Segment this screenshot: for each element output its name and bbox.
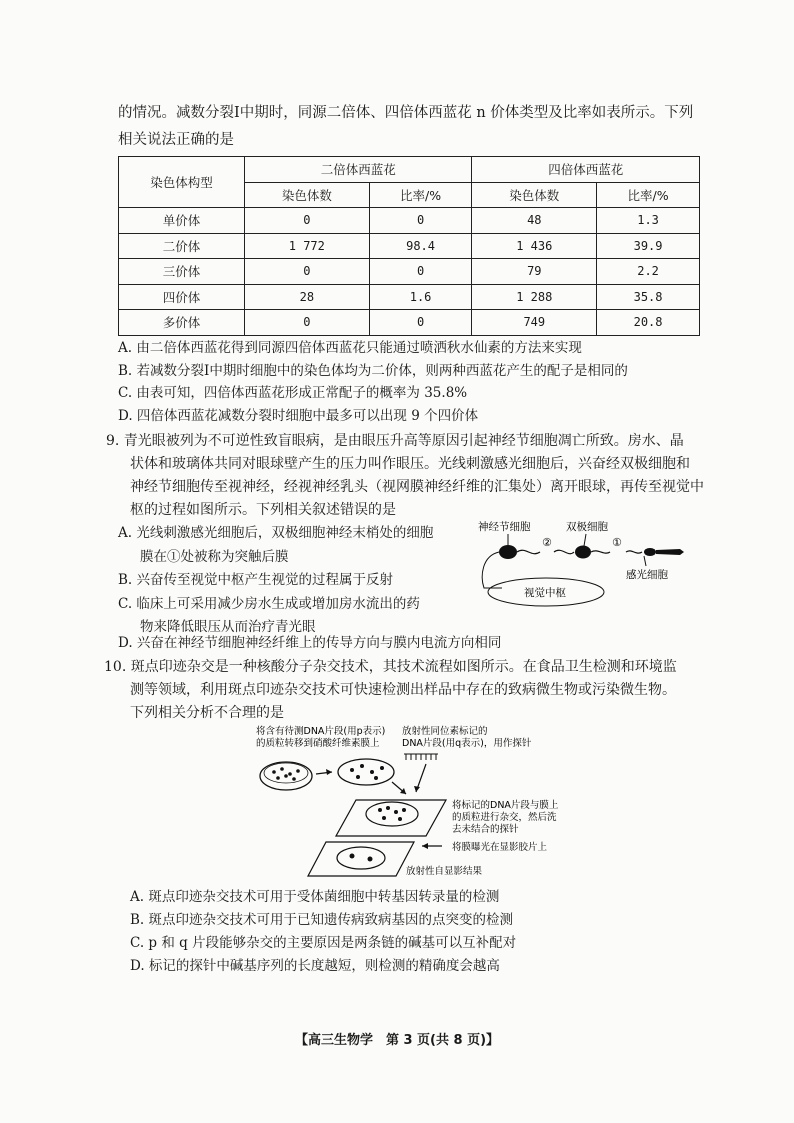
arrow-expose-head (422, 843, 428, 849)
table-group-diploid: 二倍体西蓝花 (245, 157, 472, 183)
label-hyb-a: 将标记的DNA片段与膜上 (452, 800, 559, 811)
table-cell: 0 (369, 208, 472, 234)
table-cell: 1.6 (369, 284, 472, 310)
probe-marks (404, 754, 438, 760)
dot-blot-flow-figure (256, 724, 586, 880)
result-dot (368, 857, 373, 862)
mark-2: ② (542, 536, 552, 549)
bipolar-cell-body (575, 546, 591, 559)
table-cell-type: 二价体 (119, 233, 245, 259)
q9-option-d: D. 兴奋在神经节细胞神经纤维上的传导方向与膜内电流方向相同 (118, 635, 502, 651)
q10-option-b: B. 斑点印迹杂交技术可用于已知遗传病致病基因的点突变的检测 (130, 912, 514, 928)
q9-option-c: C. 临床上可采用减少房水生成或增加房水流出的药 (118, 595, 420, 612)
label-hyb-b: 的质粒进行杂交，然后洗 (452, 812, 557, 823)
photoreceptor-synapse (626, 551, 642, 553)
bipolar-axon (554, 550, 574, 553)
q10-stem (106, 656, 706, 725)
label-step1b: 的质粒转移到硝酸纤维素膜上 (256, 738, 380, 749)
petri-dish-rim (264, 763, 308, 783)
q8-option-c: C. 由表可知，四倍体西蓝花形成正常配子的概率为 35.8% (118, 385, 468, 401)
table-cell-type: 四价体 (119, 284, 245, 310)
q9-option-d-wrap (118, 632, 708, 655)
table-cell: 20.8 (597, 310, 700, 336)
table-col-ratio: 比率/% (597, 182, 700, 208)
label-ganglion: 神经节细胞 (478, 521, 531, 533)
table-cell: 48 (472, 208, 597, 234)
table-cell-type: 三价体 (119, 259, 245, 285)
q9-stem-line: 状体和玻璃体共同对眼球壁产生的压力叫作眼压。光线刺激感光细胞后，兴奋经双极细胞和 (130, 456, 690, 472)
hyb-dots (378, 806, 406, 821)
q9-option-b: B. 兴奋传至视觉中枢产生视觉的过程属于反射 (118, 572, 394, 588)
q8-stem (118, 100, 704, 154)
q8-option-d: D. 四倍体西蓝花减数分裂时细胞中最多可以出现 9 个四价体 (118, 407, 479, 424)
q8-options (118, 337, 708, 427)
photoreceptor-pointer (644, 556, 646, 566)
mark-1: ① (612, 536, 622, 549)
retina-pathway-figure (476, 516, 706, 616)
table-cell: 98.4 (369, 233, 472, 259)
table-cell: 0 (245, 310, 370, 336)
table-row (119, 259, 700, 285)
table-cell: 749 (472, 310, 597, 336)
q9-options (118, 522, 498, 640)
label-visual-center: 视觉中枢 (524, 587, 566, 599)
label-bipolar: 双极细胞 (566, 521, 608, 533)
q10-stem-line: 下列相关分析不合理的是 (130, 705, 284, 721)
table-row (119, 284, 700, 310)
label-photoreceptor: 感光细胞 (626, 569, 668, 581)
q8-option-a: A. 由二倍体西蓝花得到同源四倍体西蓝花只能通过喷洒秋水仙素的方法来实现 (118, 340, 582, 356)
membrane (338, 759, 394, 785)
table-cell: 79 (472, 259, 597, 285)
table-cell: 0 (245, 208, 370, 234)
q8-stem-line: 的情况。减数分裂Ⅰ中期时，同源二倍体、四倍体西蓝花 n 价体类型及比率如表所示。下列 (118, 105, 694, 121)
result-dot (350, 854, 355, 859)
table-cell: 1 436 (472, 233, 597, 259)
table-cell-type: 多价体 (119, 310, 245, 336)
arrow-transfer-head (326, 769, 332, 775)
q8-stem-line: 相关说法正确的是 (118, 132, 234, 148)
table-cell: 0 (369, 310, 472, 336)
q10-option-d: D. 标记的探针中碱基序列的长度越短，则检测的精确度会越高 (130, 958, 500, 974)
table-row (119, 208, 700, 234)
table-group-tetraploid: 四倍体西蓝花 (472, 157, 700, 183)
q10-options (130, 886, 690, 978)
table-cell: 1 288 (472, 284, 597, 310)
optic-nerve (482, 552, 502, 588)
table-row-header: 染色体构型 (119, 157, 245, 208)
table-cell: 35.8 (597, 284, 700, 310)
table-cell-type: 单价体 (119, 208, 245, 234)
q9-option-a: A. 光线刺激感光细胞后，双极细胞神经末梢处的细胞 (118, 525, 434, 541)
bipolar-dendrite (591, 551, 610, 553)
table-cell: 2.2 (597, 259, 700, 285)
q10-option-a: A. 斑点印迹杂交技术可用于受体菌细胞中转基因转录量的检测 (130, 889, 500, 905)
q10-stem-line: 测等领域，利用斑点印迹杂交技术可快速检测出样品中存在的致病微生物或污染微生物。 (130, 682, 676, 698)
photoreceptor-body (644, 548, 656, 556)
q9-option-a-cont: 膜在①处被称为突触后膜 (140, 548, 289, 565)
table-cell: 0 (369, 259, 472, 285)
petri-colonies (272, 767, 300, 781)
q8-option-b: B. 若减数分裂Ⅰ中期时细胞中的染色体均为二价体，则两种西蓝花产生的配子是相同的 (118, 362, 628, 379)
table-cell: 28 (245, 284, 370, 310)
label-result: 放射性自显影结果 (406, 866, 483, 877)
hyb-tray (336, 800, 446, 836)
table-cell: 0 (245, 259, 370, 285)
q10-option-c: C. p 和 q 片段能够杂交的主要原因是两条链的碱基可以互补配对 (130, 935, 517, 951)
photoreceptor-segment (656, 549, 684, 555)
table-col-count: 染色体数 (245, 182, 370, 208)
chromosome-table (118, 156, 700, 336)
q10-stem-line: 10. 斑点印迹杂交是一种核酸分子杂交技术，其技术流程如图所示。在食品卫生检测和环境监 (104, 659, 677, 675)
ganglion-dendrite (517, 550, 540, 553)
label-hyb-c: 去未结合的探针 (452, 824, 519, 835)
table-cell: 1 772 (245, 233, 370, 259)
q9-stem (106, 430, 706, 522)
bipolar-pointer (584, 534, 586, 546)
table-row (119, 310, 700, 336)
membrane-dots (350, 764, 384, 780)
q9-stem-line: 枢的过程如图所示。下列相关叙述错误的是 (130, 502, 396, 518)
label-probe-b: DNA片段(用q表示)，用作探针 (402, 738, 532, 749)
table-cell: 39.9 (597, 233, 700, 259)
q9-option-c-cont: 物来降低眼压从而治疗青光眼 (140, 619, 316, 635)
table-col-count: 染色体数 (472, 182, 597, 208)
q9-stem-line: 9. 青光眼被列为不可逆性致盲眼病，是由眼压升高等原因引起神经节细胞凋亡所致。房水、晶 (106, 433, 684, 449)
q9-stem-line: 神经节细胞传至视神经，经视神经乳头（视网膜神经纤维的汇集处）离开眼球，再传至视觉中 (130, 479, 704, 495)
hyb-membrane (366, 802, 418, 826)
label-step1a: 将含有待测DNA片段(用p表示) (256, 726, 386, 737)
table-row (119, 233, 700, 259)
label-probe-a: 放射性同位素标记的 (402, 726, 488, 737)
table-col-ratio: 比率/% (369, 182, 472, 208)
film-result (337, 847, 385, 869)
table-cell: 1.3 (597, 208, 700, 234)
ganglion-cell-body (499, 545, 517, 559)
arrow-probe-head (414, 786, 420, 792)
label-expose: 将膜曝光在显影胶片上 (452, 842, 548, 853)
page-footer: 【高三生物学 第 3 页(共 8 页)】 (294, 1033, 500, 1048)
